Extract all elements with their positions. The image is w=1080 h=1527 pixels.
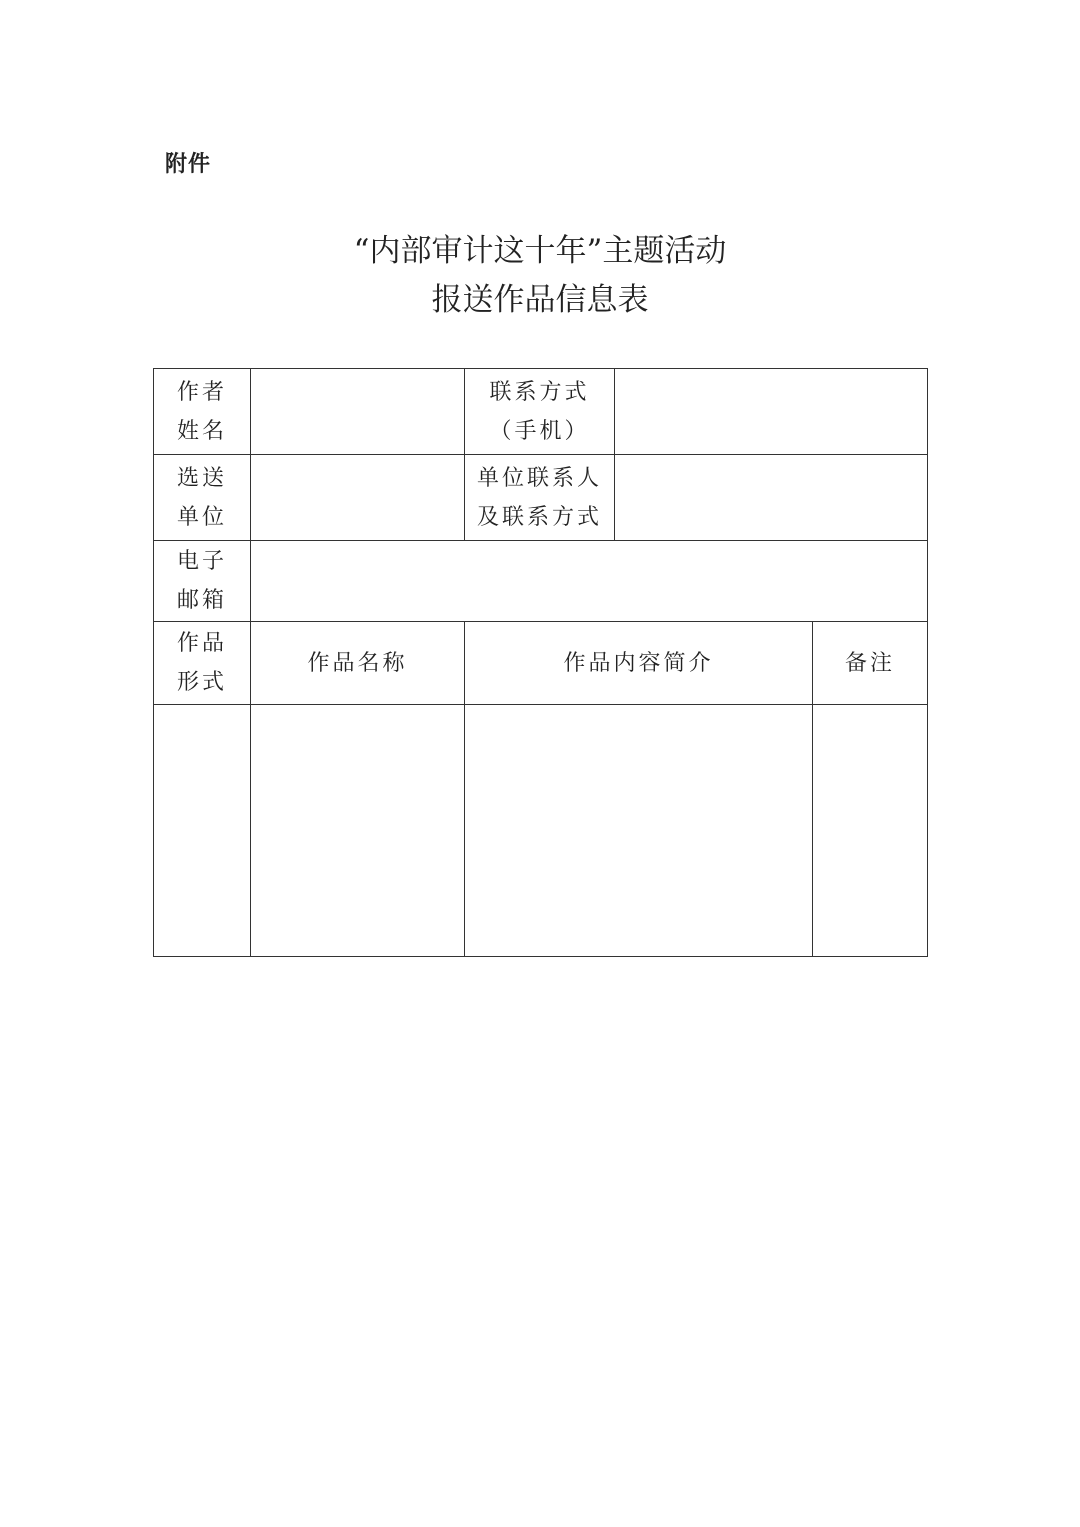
form-row-email — [154, 541, 928, 622]
work-name-header: 作品名称 — [251, 622, 465, 705]
contact-label-line1: 联系方式 — [489, 379, 590, 405]
document-title-line2: 报送作品信息表 — [431, 282, 649, 318]
submitting-unit-label — [154, 455, 251, 541]
email-label — [154, 541, 251, 622]
work-form-label-line2: 形式 — [176, 670, 227, 695]
author-name-label — [154, 369, 251, 455]
attachment-label: 附件 — [165, 152, 212, 177]
form-row-work-entry — [154, 705, 928, 957]
unit-contact-label — [465, 455, 615, 541]
author-name-label-line1: 作者 — [176, 379, 227, 405]
contact-label-line2: （手机） — [489, 418, 590, 444]
form-row-work-header — [154, 622, 928, 705]
remarks-header: 备注 — [813, 622, 928, 705]
remarks-field[interactable] — [813, 705, 928, 957]
author-name-label-line2: 姓名 — [176, 418, 227, 444]
form-row-unit — [154, 455, 928, 541]
form-row-author — [154, 369, 928, 455]
contact-label — [465, 369, 615, 455]
work-name-field[interactable] — [251, 705, 465, 957]
work-form-field[interactable] — [154, 705, 251, 957]
work-summary-field[interactable] — [465, 705, 813, 957]
email-field[interactable] — [251, 541, 928, 622]
submitting-unit-field[interactable] — [251, 455, 465, 541]
submitting-unit-label-line1: 选送 — [176, 465, 227, 491]
document-title-line1: “内部审计这十年”主题活动 — [353, 233, 727, 269]
unit-contact-label-line1: 单位联系人 — [476, 465, 602, 491]
work-form-label-line1: 作品 — [176, 631, 227, 656]
contact-phone-field[interactable] — [615, 369, 928, 455]
email-label-line1: 电子 — [176, 549, 227, 574]
author-name-field[interactable] — [251, 369, 465, 455]
work-info-form-table — [153, 368, 928, 957]
unit-contact-field[interactable] — [615, 455, 928, 541]
work-summary-header: 作品内容简介 — [465, 622, 813, 705]
email-label-line2: 邮箱 — [176, 588, 227, 613]
submitting-unit-label-line2: 单位 — [176, 504, 227, 530]
unit-contact-label-line2: 及联系方式 — [476, 504, 602, 530]
work-form-label — [154, 622, 251, 705]
